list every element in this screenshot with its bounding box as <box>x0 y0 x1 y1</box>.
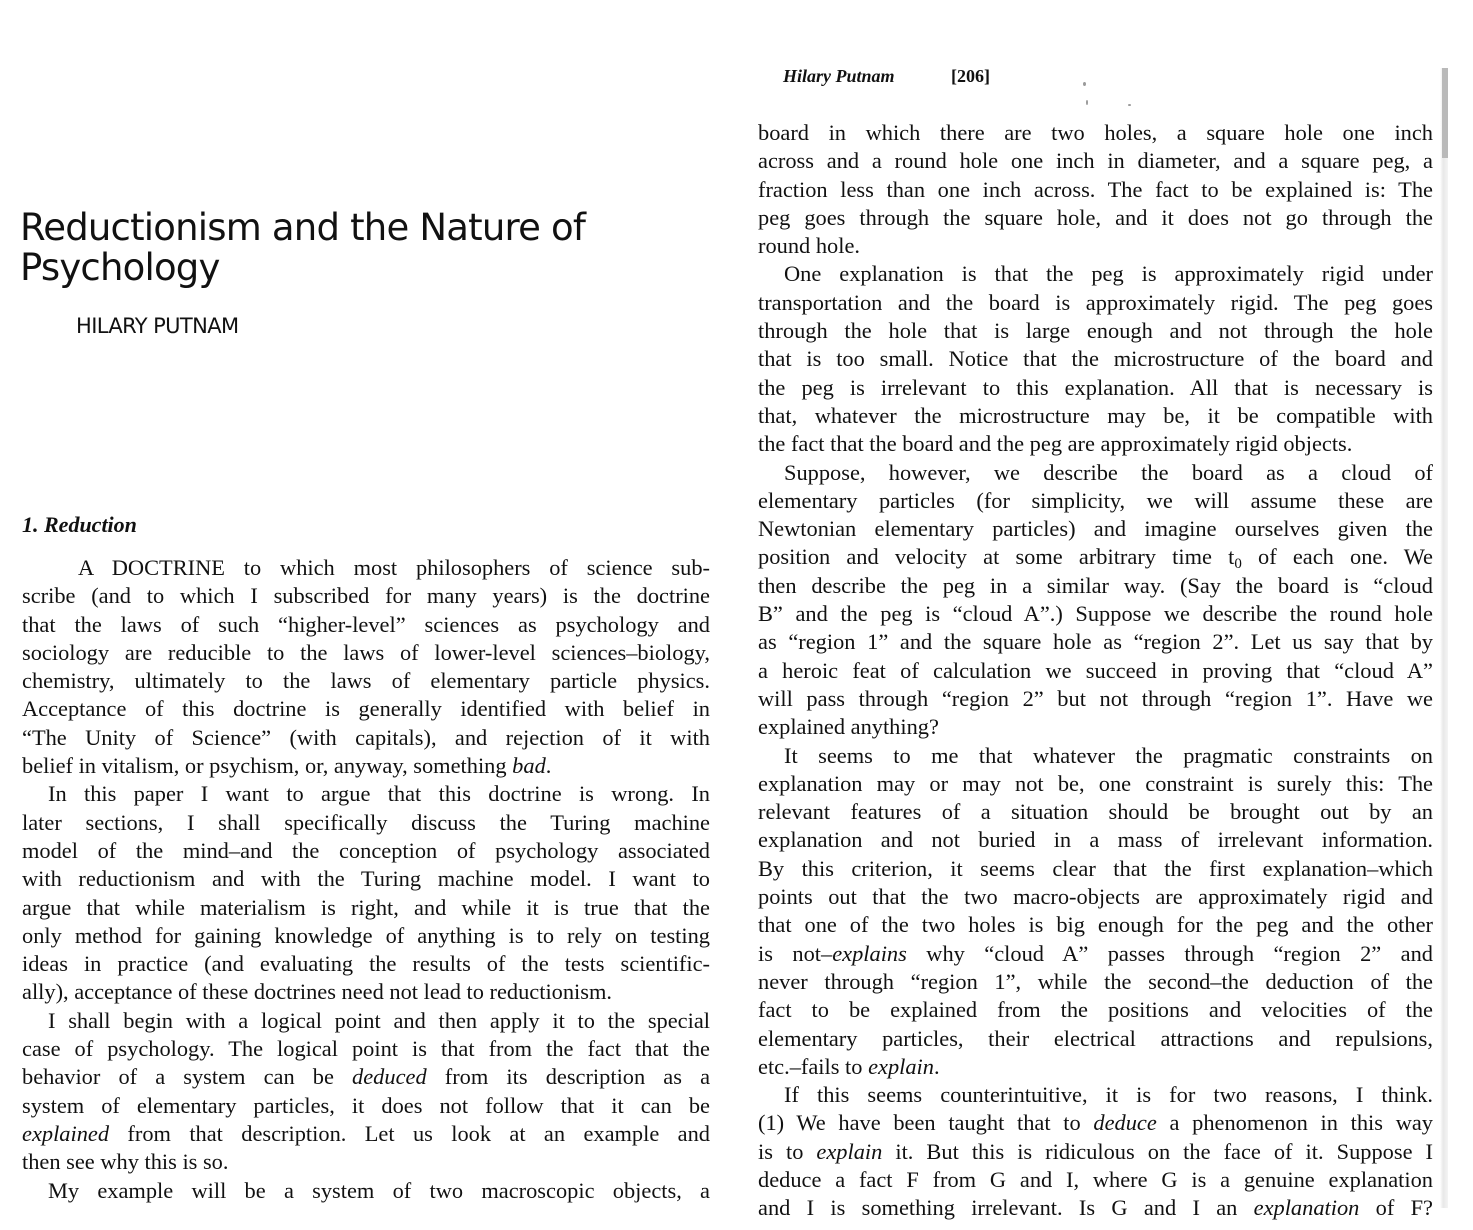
subscript: 0 <box>1234 556 1242 573</box>
text-line: chemistry, ultimately to the laws of elementary particle physics. <box>22 668 710 694</box>
emphasis: explain <box>816 1138 883 1164</box>
text-line: explained from that description. Let us look at an example and <box>22 1120 710 1146</box>
running-head-author: Hilary Putnam <box>783 66 895 86</box>
text-line: transportation and the board is approximately rigid. The peg goes <box>758 289 1433 315</box>
text-line: fact to be explained from the positions and velocities of the <box>758 997 1433 1023</box>
text-line: model of the mind–and the conception of psychology associated <box>22 837 710 863</box>
article-title-line-2: Psychology <box>20 246 220 289</box>
emphasis: explains <box>832 940 907 966</box>
emphasis: explanation <box>1253 1195 1360 1221</box>
section-heading: 1. Reduction <box>22 512 137 537</box>
text-line: across and a round hole one inch in diameter, and a square peg, a <box>758 148 1433 174</box>
text-line: will pass through “region 2” but not through “region 1”. Have we <box>758 685 1433 711</box>
text-line: and I is something irrelevant. Is G and I an explanation of F? <box>758 1195 1433 1221</box>
text-line: scribe (and to which I subscribed for many years) is the doctrine <box>22 583 710 609</box>
text-line: that one of the two holes is big enough for the peg and the other <box>758 912 1433 938</box>
running-head <box>783 66 990 87</box>
text-line: round hole. <box>758 233 860 259</box>
text-line: A DOCTRINE to which most philosophers of science sub- <box>78 555 710 580</box>
text-line: Newtonian elementary particles) and imagine ourselves given the <box>758 516 1433 542</box>
page-edge-mark <box>1442 68 1448 158</box>
text-line: explained anything? <box>758 714 939 740</box>
scan-speck <box>1083 82 1086 86</box>
text-line: My example will be a system of two macroscopic objects, a <box>48 1177 710 1203</box>
text-line: a heroic feat of calculation we succeed in proving that “cloud A” <box>758 657 1433 683</box>
text-line: behavior of a system can be deduced from its description as a <box>22 1064 711 1090</box>
text-line: that is too small. Notice that the microstructure of the board and <box>758 346 1433 372</box>
left-column-body <box>22 554 710 1205</box>
text-line: only method for gaining knowledge of anything is to rely on testing <box>22 922 710 948</box>
text-line: the peg is irrelevant to this explanation. All that is necessary is <box>758 374 1433 400</box>
text-line: Suppose, however, we describe the board as a cloud of <box>784 459 1433 485</box>
text-line: board in which there are two holes, a square hole one inch <box>758 120 1433 145</box>
text-line: peg goes through the square hole, and it does not go through the <box>758 204 1433 230</box>
text-line: through the hole that is large enough and not through the hole <box>758 318 1433 344</box>
text-line: B” and the peg is “cloud A”.) Suppose we describe the round hole <box>758 601 1433 627</box>
text-line: fraction less than one inch across. The fact to be explained is: The <box>758 176 1433 202</box>
scan-speck <box>1086 100 1088 105</box>
text-line: argue that while materialism is right, and while it is true that the <box>22 894 710 920</box>
title-block <box>20 208 620 288</box>
text-line: (1) We have been taught that to deduce a phenomenon in this way <box>758 1110 1434 1136</box>
text-line: is to explain it. But this is ridiculous on the face of it. Suppose I <box>758 1138 1433 1164</box>
emphasis: bad <box>512 753 546 779</box>
author-name: HILARY PUTNAM <box>76 314 239 338</box>
article-title <box>20 208 620 288</box>
page-edge-shadow <box>1440 68 1448 1208</box>
text-line: position and velocity at some arbitrary time $t_0$ of each one. We <box>758 544 1433 573</box>
text-line: then describe the peg in a similar way. (Say the board is “cloud <box>758 572 1433 598</box>
article-title-line-1: Reductionism and the Nature of <box>20 206 586 249</box>
right-column-body <box>758 119 1433 1223</box>
text-line: It seems to me that whatever the pragmatic constraints on <box>784 742 1433 768</box>
text-line: elementary particles (for simplicity, we will assume these are <box>758 487 1433 513</box>
text-line: By this criterion, it seems clear that the first explanation–which <box>758 855 1433 881</box>
emphasis: explain <box>868 1053 934 1079</box>
text-line: case of psychology. The logical point is that from the fact that the <box>22 1036 710 1062</box>
text-line: that the laws of such “higher-level” sciences as psychology and <box>22 611 710 637</box>
emphasis: deduce <box>1093 1110 1157 1136</box>
text-line: explanation and not buried in a mass of irrelevant information. <box>758 827 1433 853</box>
text-line: elementary particles, their electrical attractions and repulsions, <box>758 1025 1433 1051</box>
text-line: “The Unity of Science” (with capitals), and rejection of it with <box>22 724 710 750</box>
text-line: explanation may or may not be, one constraint is surely this: The <box>758 770 1433 796</box>
text-line: Acceptance of this doctrine is generally identified with belief in <box>22 696 710 722</box>
text-line: is not–explains why “cloud A” passes through “region 2” and <box>758 940 1433 966</box>
text-line: as “region 1” and the square hole as “region 2”. Let us say that by <box>758 629 1433 655</box>
text-line: deduce a fact F from G and I, where G is a genuine explanation <box>758 1166 1433 1192</box>
text-line: belief in vitalism, or psychism, or, anyway, something bad. <box>22 753 552 779</box>
page-number: [206] <box>951 66 991 86</box>
text-line: with reductionism and with the Turing machine model. I want to <box>22 866 710 892</box>
text-line: relevant features of a situation should be brought out by an <box>758 799 1433 825</box>
emphasis: deduced <box>352 1064 427 1090</box>
text-line: One explanation is that the peg is approximately rigid under <box>784 261 1433 287</box>
text-line: then see why this is so. <box>22 1149 229 1175</box>
text-line: that, whatever the microstructure may be, it be compatible with <box>758 402 1433 428</box>
text-line: sociology are reducible to the laws of lower-level sciences–biology, <box>22 639 710 665</box>
text-line: points out that the two macro-objects are approximately rigid and <box>758 884 1433 910</box>
text-line: never through “region 1”, while the second–the deduction of the <box>758 968 1433 994</box>
text-line: system of elementary particles, it does not follow that it can be <box>22 1092 710 1118</box>
text-line: If this seems counterintuitive, it is for two reasons, I think. <box>784 1082 1433 1108</box>
text-line: etc.–fails to explain. <box>758 1053 940 1079</box>
text-line: I shall begin with a logical point and then apply it to the special <box>48 1007 710 1033</box>
text-line: ideas in practice (and evaluating the results of the tests scientific- <box>22 951 710 977</box>
emphasis: explained <box>22 1120 110 1146</box>
text-line: later sections, I shall specifically discuss the Turing machine <box>22 809 710 835</box>
text-line: In this paper I want to argue that this doctrine is wrong. In <box>48 781 710 807</box>
scan-speck <box>1128 104 1131 106</box>
text-line: ally), acceptance of these doctrines need not lead to reductionism. <box>22 979 613 1005</box>
text-line: the fact that the board and the peg are approximately rigid objects. <box>758 431 1353 457</box>
